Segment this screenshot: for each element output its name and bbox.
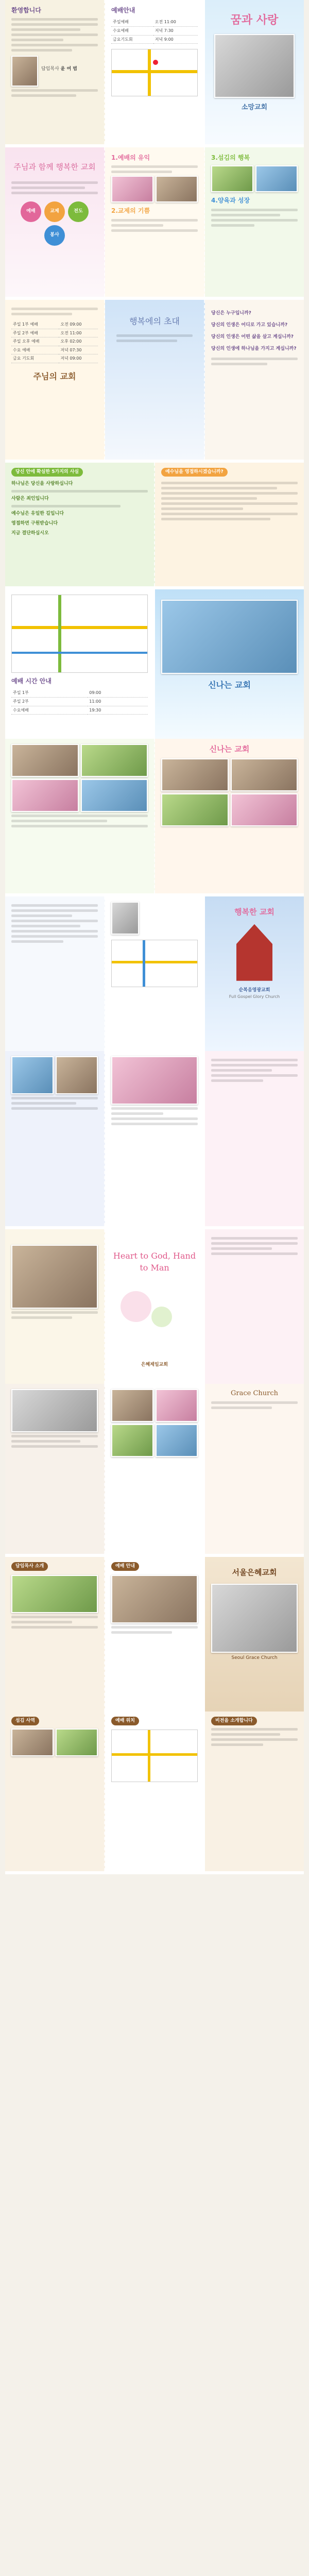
activity-photo: [111, 1389, 153, 1422]
location-map: [111, 1730, 198, 1782]
value-2: 2.교제의 기쁨: [111, 207, 150, 215]
list-heading: 예배 시간 안내: [11, 677, 52, 685]
activity-photo: [81, 779, 148, 812]
facts-heading: 당신 안에 확실한 5가지의 사실: [11, 468, 83, 477]
pastor-panel: [5, 896, 105, 1051]
church-sub: Grace Church: [230, 1389, 278, 1397]
cross-image: [161, 600, 298, 674]
cover-heading: 행복한 교회: [234, 907, 274, 917]
table-row: 수요예배 19:30: [11, 706, 148, 715]
pastor-photo: [111, 902, 139, 935]
table-row: 금요 기도회 저녁 09:00: [11, 354, 98, 363]
activity-photo: [161, 793, 229, 826]
table-row: 주일 2부 11:00: [11, 697, 148, 706]
brochure-8: [5, 1557, 304, 1874]
location-map: [11, 595, 148, 673]
fact-item: 하나님은 당신을 사랑하십니다: [11, 481, 73, 487]
brochure-3: [5, 300, 304, 463]
church-name: 은혜제일교회: [141, 1362, 168, 1367]
info-panel: [105, 896, 205, 1051]
activity-photo: [156, 1389, 198, 1422]
table-row: 수요예배 저녁 7:30: [111, 26, 198, 35]
worship-table: [11, 689, 148, 715]
question-2: 당신의 인생은 어디로 가고 있습니까?: [211, 323, 288, 328]
fact-item: 지금 결단하십시오: [11, 531, 49, 536]
brochure-2: [5, 147, 304, 300]
slogan-en: Heart to God, Hand to Man: [113, 1251, 196, 1273]
activity-photo: [81, 744, 148, 777]
question-1: 당신은 누구입니까?: [211, 311, 251, 316]
activity-photo: [111, 176, 153, 202]
gallery-panel-3: [205, 1384, 304, 1554]
activity-photo: [231, 793, 298, 826]
brochure-6: [5, 896, 304, 1229]
church-name: 서울은혜교회: [232, 1568, 277, 1577]
church-building-icon: [236, 924, 272, 981]
worship-heading: 예배안내: [111, 7, 135, 14]
table-row: 주일예배 오전 11:00: [111, 18, 198, 26]
gallery-panel: [5, 739, 155, 893]
activity-photo: [211, 165, 253, 192]
church-name: 순복음영광교회: [238, 987, 270, 993]
bubble-worship: 예배: [21, 201, 41, 222]
gallery-panel-2: [105, 1384, 205, 1554]
church-sub: Full Gospel Glory Church: [229, 994, 280, 999]
church-marker-icon: [153, 60, 158, 65]
section-heading: 신나는 교회: [209, 744, 250, 754]
vision-panel: [205, 1711, 304, 1871]
invite-panel: [105, 300, 205, 460]
times-panel: [5, 300, 105, 460]
bubble-evangelism: 전도: [68, 201, 89, 222]
map-panel: [5, 589, 155, 739]
right-panel: [205, 1229, 304, 1384]
times-table: [11, 320, 98, 363]
invite-title: 행복에의 초대: [129, 316, 180, 326]
gallery-panel: [5, 1051, 105, 1226]
location-heading: 예배 위치: [111, 1717, 139, 1725]
activity-photo: [156, 1424, 198, 1457]
table-row: 주일 오후 예배 오후 02:00: [11, 337, 98, 346]
values-panel: [105, 147, 205, 297]
bubble-fellowship: 교제: [44, 201, 65, 222]
table-row: 주일 1부 예배 오전 09:00: [11, 320, 98, 329]
cover-panel: [155, 589, 304, 739]
location-map: [111, 49, 198, 96]
ministry-heading: 섬김 사역: [11, 1717, 39, 1725]
table-row: 주일 1부 09:00: [11, 689, 148, 697]
value-1: 1.예배의 유익: [111, 154, 150, 161]
table-row: 금요기도회 저녁 9:00: [111, 35, 198, 44]
bubble-service: 봉사: [44, 225, 65, 246]
cover-panel: [205, 1557, 304, 1711]
welcome-text: [11, 18, 98, 52]
slogan-a: 주님과 함께 행복한 교회: [13, 162, 96, 172]
pastor-photo: [11, 56, 38, 87]
activity-photo: [255, 165, 298, 192]
church-building-photo: [214, 34, 295, 98]
welcome-heading: 환영합니다: [11, 7, 41, 14]
activity-photo: [11, 779, 79, 812]
ministry-panel: [5, 1711, 105, 1871]
brochure-7: [5, 1229, 304, 1557]
church-en: Seoul Grace Church: [231, 1655, 278, 1660]
pastor-label: 담임목사: [41, 66, 59, 72]
activity-photo: [161, 758, 229, 791]
value-3: 3.섬김의 행복: [211, 154, 250, 161]
gallery-panel: [5, 1384, 105, 1554]
fact-item: 영접하면 구원받습니다: [11, 521, 58, 527]
cover-title: 꿈과 사랑: [230, 13, 279, 27]
brochure-4: [5, 463, 304, 589]
activity-photo: [11, 1728, 54, 1756]
activity-photo: [156, 176, 198, 202]
fact-item: 사람은 죄인입니다: [11, 496, 49, 502]
activity-photo: [111, 1056, 198, 1105]
brochure-5: [5, 589, 304, 896]
facts-panel: [5, 463, 155, 586]
fact-item: 예수님은 유일한 길입니다: [11, 511, 64, 517]
vision-heading: 비전을 소개합니다: [211, 1717, 257, 1725]
activity-photo: [56, 1056, 98, 1094]
activity-photo: [231, 758, 298, 791]
pastor-name: 윤 여 범: [60, 66, 78, 72]
church-name: 신나는 교회: [208, 680, 251, 690]
pastor-photo: [11, 1575, 98, 1613]
values-panel-2: [205, 147, 304, 297]
cover-panel: [105, 1229, 205, 1384]
worship-photo: [111, 1575, 198, 1623]
location-map: [111, 940, 198, 987]
gallery-panel-3: [205, 1051, 304, 1226]
table-row: 주일 2부 예배 오전 11:00: [11, 329, 98, 337]
left-panel: [5, 1229, 105, 1384]
worship-table: [111, 18, 198, 44]
cover-panel: [205, 896, 304, 1051]
brochure-1: [5, 0, 304, 147]
accept-panel: [155, 463, 304, 586]
church-name: 소망교회: [241, 103, 268, 111]
pastor-intro-panel: [5, 1557, 105, 1711]
activity-photo: [11, 1056, 54, 1094]
question-3: 당신의 인생은 어떤 삶을 살고 계십니까?: [211, 334, 294, 340]
church-building-photo: [211, 1584, 298, 1653]
value-4: 4.양육과 성장: [211, 197, 250, 205]
question-4: 당신의 인생에 하나님을 가지고 계십니까?: [211, 346, 297, 352]
worship-panel: [105, 0, 205, 144]
activity-photo: [11, 744, 79, 777]
activity-photo: [111, 1424, 153, 1457]
activity-photo: [56, 1728, 98, 1756]
church-building-photo: [11, 1245, 98, 1309]
church-name: 주님의 교회: [33, 371, 76, 381]
worship-heading: 예배 안내: [111, 1562, 139, 1571]
accept-heading: 예수님을 영접하시겠습니까?: [161, 468, 228, 477]
questions-panel: [205, 300, 304, 460]
activity-photo: [11, 1389, 98, 1432]
welcome-panel: [5, 0, 105, 144]
gallery-panel-2: [155, 739, 304, 893]
location-panel: [105, 1711, 205, 1871]
cover-panel: [205, 0, 304, 144]
slogan-panel: [5, 147, 105, 297]
pastor-intro-heading: 담임목사 소개: [11, 1562, 48, 1571]
gallery-panel-2: [105, 1051, 205, 1226]
table-row: 수요 예배 저녁 07:30: [11, 346, 98, 354]
worship-panel: [105, 1557, 205, 1711]
